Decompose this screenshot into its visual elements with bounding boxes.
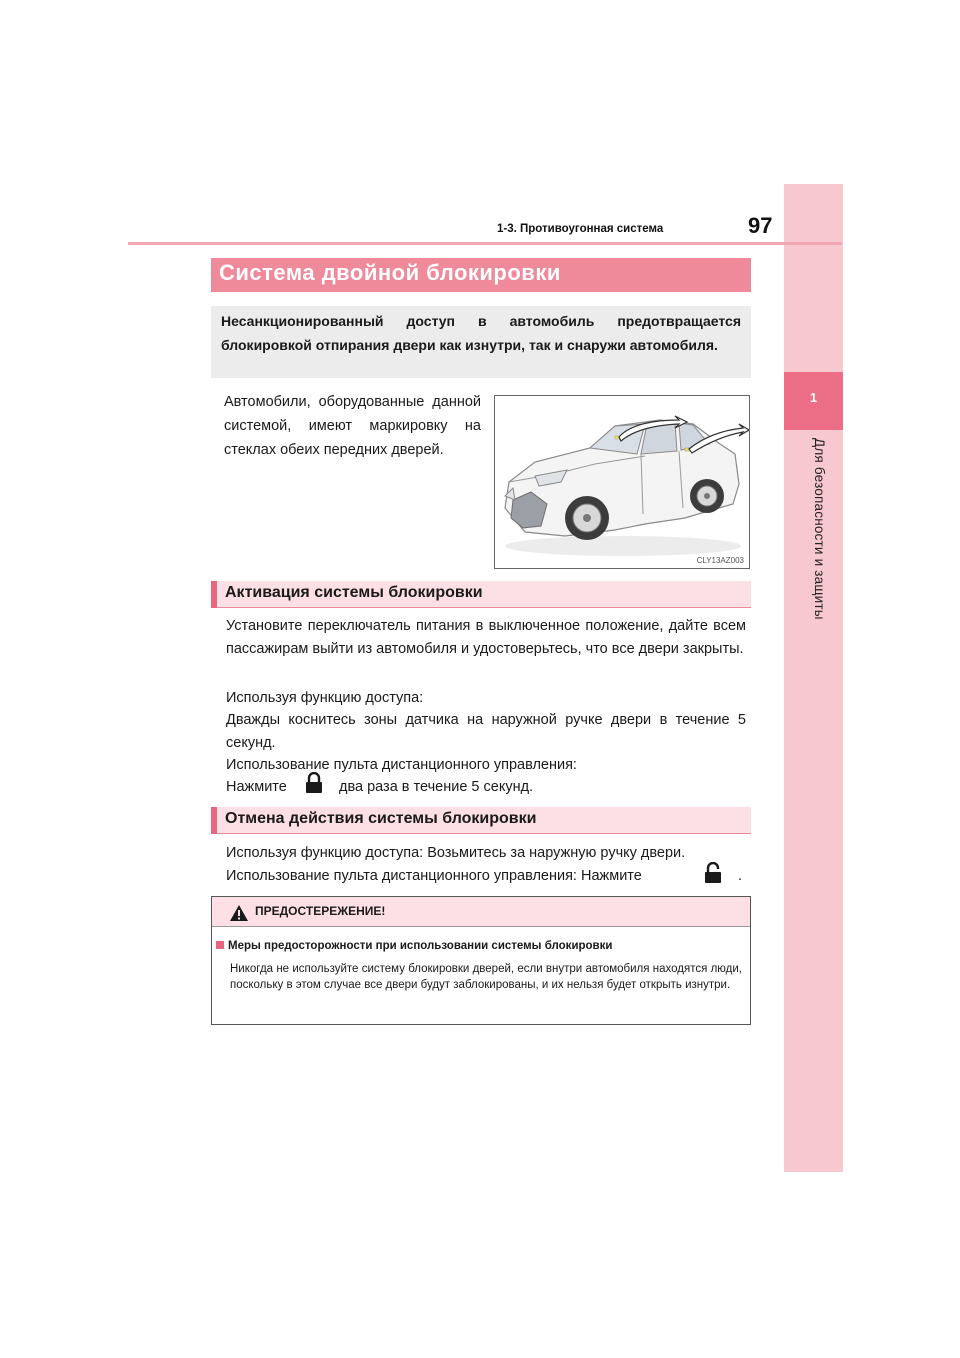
page-title: Система двойной блокировки: [219, 260, 561, 285]
page-title-bar: [211, 258, 751, 292]
image-code: CLY13AZ003: [696, 556, 744, 565]
activation-paragraph-1: Установите переключатель питания в выключенное положение, дайте всем пассажирам выйти из автомобиля и удостоверьтесь, что все двери закрыты.: [226, 618, 746, 657]
cancel-heading-bar: [211, 807, 751, 834]
warning-text: Никогда не используйте систему блокировки дверей, если внутри автомобиля находятся люди, поскольку в этом случае все двери будут заблокированы, и их нельзя будет открыть изнутри.: [230, 963, 742, 991]
activation-remote-post: два раза в течение 5 секунд.: [339, 779, 534, 795]
warning-subtitle: Меры предосторожности при использовании системы блокировки: [228, 940, 613, 952]
activation-remote-pre: Нажмите: [226, 779, 287, 795]
unlock-icon: [703, 862, 723, 884]
warning-icon: [229, 904, 249, 922]
chapter-number[interactable]: 1: [784, 372, 843, 430]
intro-paragraph: Автомобили, оборудованные данной системой, имеют маркировку на стеклах обеих передних дверей.: [224, 394, 481, 458]
chapter-sidebar: [784, 184, 843, 1172]
section-title: 1-3. Противоугонная система: [497, 223, 664, 235]
lock-icon: [304, 772, 324, 794]
chapter-title: Для безопасности и защиты: [812, 438, 827, 620]
page-number: 97: [748, 213, 773, 238]
cancel-heading: Отмена действия системы блокировки: [225, 810, 537, 827]
lead-paragraph: Несанкционированный доступ в автомобиль предотвращается блокировкой отпирания двери как изнутри, так и снаружи автомобиля.: [211, 306, 751, 378]
warning-title: ПРЕДОСТЕРЕЖЕНИЕ!: [255, 904, 386, 918]
warning-box: [211, 896, 751, 1025]
bullet-square-icon: [216, 941, 224, 949]
cancel-remote-text: Использование пульта дистанционного управления: Нажмите: [226, 868, 642, 884]
warning-subtitle-row: [216, 940, 612, 952]
header-divider: [128, 242, 842, 245]
activation-access-text: Дважды коснитесь зоны датчика на наружной ручке двери в течение 5 секунд.: [226, 712, 746, 751]
activation-remote-label: Использование пульта дистанционного управления:: [226, 757, 577, 773]
cancel-access-text: Используя функцию доступа: Возьмитесь за наружную ручку двери.: [226, 845, 686, 861]
activation-heading-bar: [211, 581, 751, 608]
activation-heading: Активация системы блокировки: [225, 584, 483, 601]
car-illustration: [494, 395, 750, 569]
car-drawing: [495, 396, 750, 569]
warning-header: [212, 897, 750, 927]
activation-access-label: Используя функцию доступа:: [226, 690, 424, 706]
cancel-remote-period: .: [738, 868, 743, 884]
